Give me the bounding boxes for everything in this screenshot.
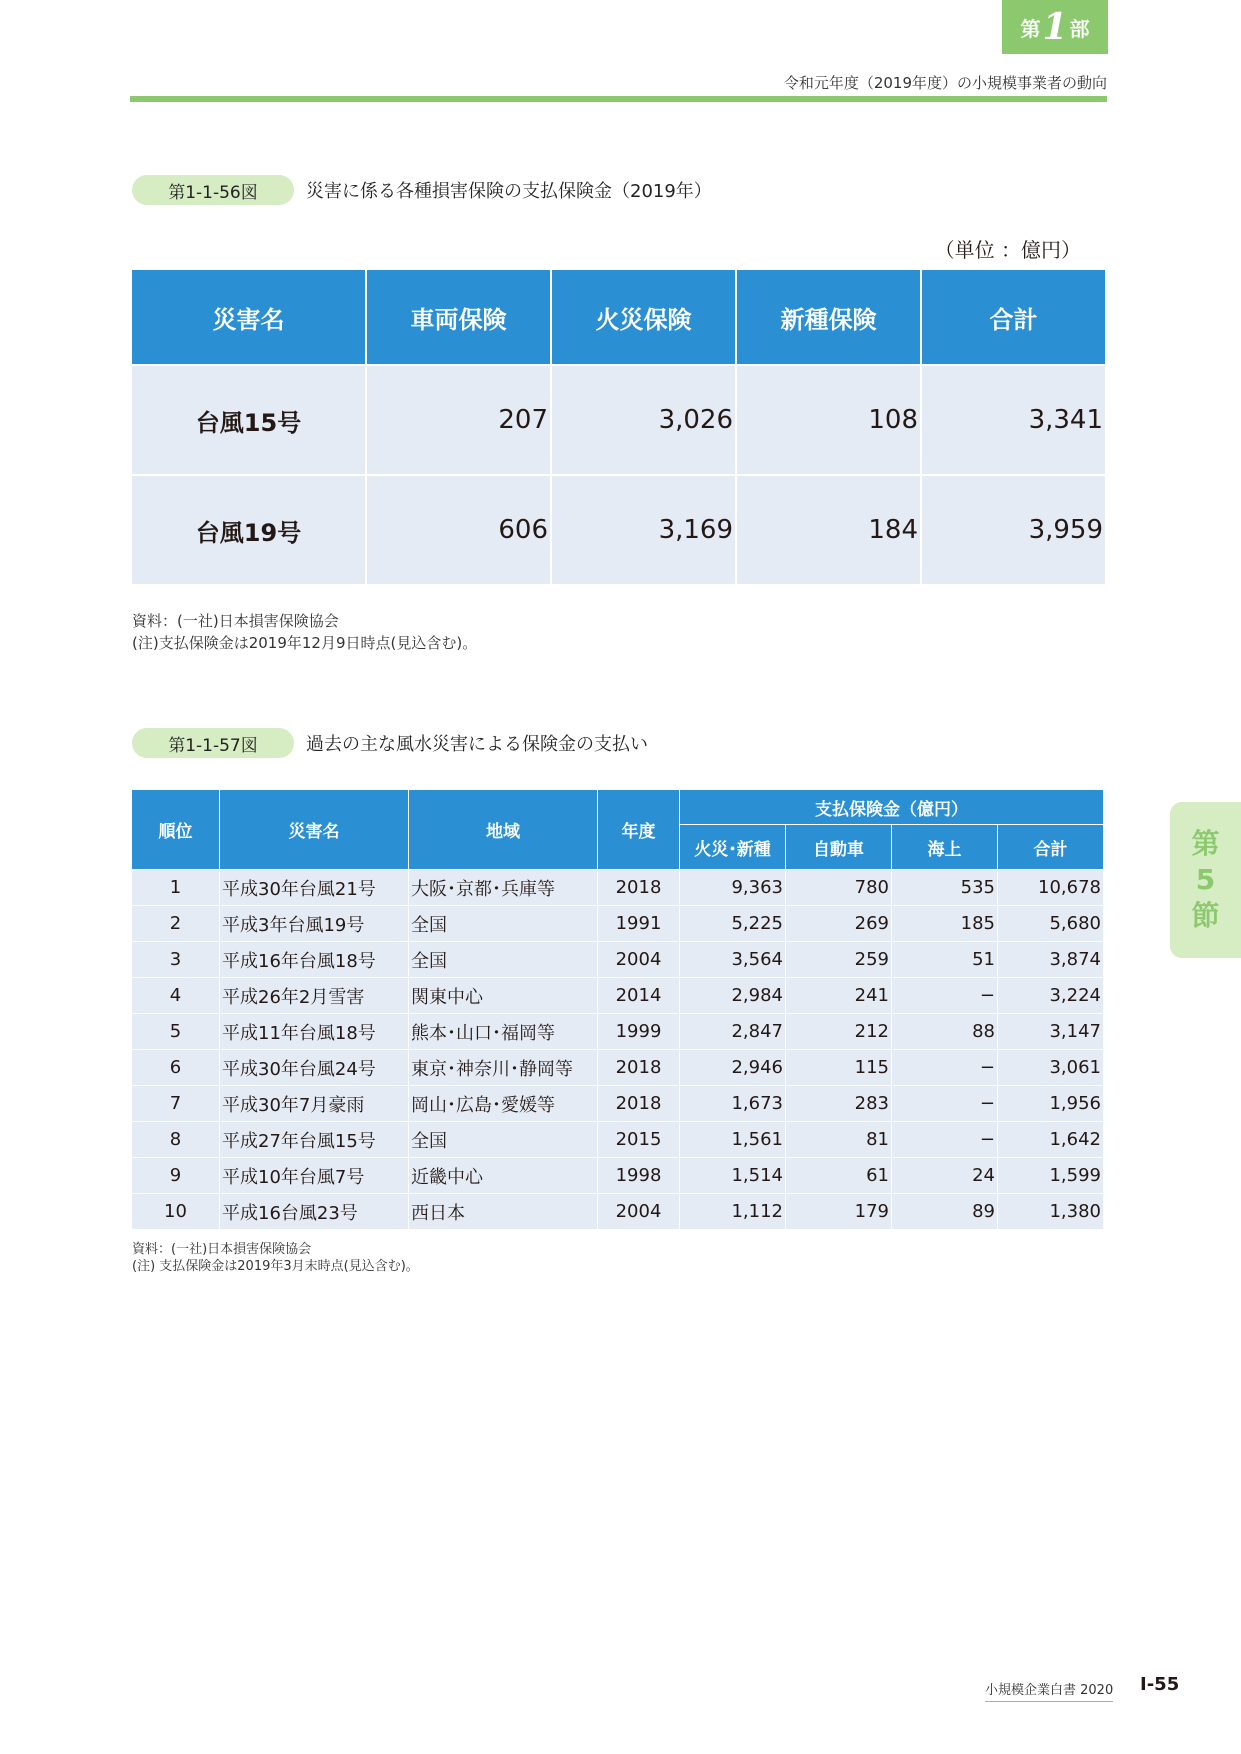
rank-cell: 2 [132, 906, 219, 941]
footer-page-number: Ⅰ-55 [1140, 1674, 1180, 1695]
running-header-title: 令和元年度（2019年度）の小規模事業者の動向 [783, 74, 1107, 92]
year-cell: 2018 [598, 1086, 679, 1121]
side-tab-char: 節 [1191, 899, 1220, 932]
region-header: 地域 [409, 790, 597, 869]
figure56-notes [132, 610, 477, 654]
year-cell: 1991 [598, 906, 679, 941]
column-header: 車両保険 [367, 270, 550, 364]
rank-header: 順位 [132, 790, 219, 869]
value-cell: 606 [367, 476, 550, 584]
column-header: 火災保険 [552, 270, 735, 364]
rank-cell: 8 [132, 1122, 219, 1157]
total-header: 合計 [998, 825, 1103, 869]
table-row [132, 1194, 1103, 1229]
total-cell: 5,680 [998, 906, 1103, 941]
figure57-notes [132, 1241, 419, 1275]
part-tab [1002, 0, 1108, 54]
total-cell: 1,599 [998, 1158, 1103, 1193]
table-row [132, 1122, 1103, 1157]
value-cell: 3,169 [552, 476, 735, 584]
auto-cell: 179 [786, 1194, 891, 1229]
region-cell: 全国 [409, 942, 597, 977]
disaster-name-cell: 平成16台風23号 [220, 1194, 408, 1229]
table-row [132, 978, 1103, 1013]
table-row [132, 476, 1105, 584]
marine-cell: 51 [892, 942, 997, 977]
region-cell: 熊本･山口･福岡等 [409, 1014, 597, 1049]
table-header-row [132, 270, 1105, 364]
side-tab-char: 第 [1191, 827, 1220, 860]
total-cell: 1,956 [998, 1086, 1103, 1121]
fire-cell: 1,514 [680, 1158, 785, 1193]
figure57-heading [132, 728, 648, 758]
fire-cell: 1,673 [680, 1086, 785, 1121]
value-cell: 3,341 [922, 366, 1105, 474]
auto-cell: 259 [786, 942, 891, 977]
year-cell: 2004 [598, 1194, 679, 1229]
figure56-heading [132, 175, 712, 205]
part-tab-prefix: 第 [1020, 16, 1041, 41]
table-row [132, 870, 1103, 905]
auto-cell: 61 [786, 1158, 891, 1193]
table-row [132, 1086, 1103, 1121]
section-side-tab [1170, 802, 1241, 958]
figure57-title: 過去の主な風水災害による保険金の支払い [306, 734, 648, 755]
value-cell: 184 [737, 476, 920, 584]
fire-cell: 2,847 [680, 1014, 785, 1049]
disaster-name-cell: 平成16年台風18号 [220, 942, 408, 977]
figure56-note: (注)支払保険金は2019年12月9日時点(見込含む)。 [132, 634, 478, 652]
total-cell: 1,380 [998, 1194, 1103, 1229]
fire-cell: 2,946 [680, 1050, 785, 1085]
total-cell: 1,642 [998, 1122, 1103, 1157]
rank-cell: 7 [132, 1086, 219, 1121]
rank-cell: 10 [132, 1194, 219, 1229]
column-header: 新種保険 [737, 270, 920, 364]
fire-header: 火災･新種 [680, 825, 785, 869]
year-cell: 2004 [598, 942, 679, 977]
marine-cell: − [892, 978, 997, 1013]
rank-cell: 1 [132, 870, 219, 905]
year-cell: 2014 [598, 978, 679, 1013]
total-cell: 10,678 [998, 870, 1103, 905]
auto-cell: 115 [786, 1050, 891, 1085]
rank-cell: 6 [132, 1050, 219, 1085]
name-header: 災害名 [220, 790, 408, 869]
auto-cell: 269 [786, 906, 891, 941]
fire-cell: 1,561 [680, 1122, 785, 1157]
fire-cell: 1,112 [680, 1194, 785, 1229]
marine-header: 海上 [892, 825, 997, 869]
marine-cell: 89 [892, 1194, 997, 1229]
figure57-table [131, 789, 1104, 1230]
auto-cell: 241 [786, 978, 891, 1013]
marine-cell: 24 [892, 1158, 997, 1193]
table-row [132, 1014, 1103, 1049]
fire-cell: 3,564 [680, 942, 785, 977]
column-header: 災害名 [132, 270, 365, 364]
table-row [132, 942, 1103, 977]
header-divider [130, 96, 1107, 102]
fire-cell: 5,225 [680, 906, 785, 941]
part-tab-number: 1 [1042, 6, 1068, 48]
region-cell: 東京･神奈川･静岡等 [409, 1050, 597, 1085]
year-cell: 1999 [598, 1014, 679, 1049]
value-cell: 3,026 [552, 366, 735, 474]
table-header-row [132, 790, 1103, 824]
part-tab-suffix: 部 [1069, 16, 1090, 41]
rank-cell: 5 [132, 1014, 219, 1049]
region-cell: 近畿中心 [409, 1158, 597, 1193]
auto-header: 自動車 [786, 825, 891, 869]
table-row [132, 906, 1103, 941]
total-cell: 3,147 [998, 1014, 1103, 1049]
disaster-name-cell: 平成3年台風19号 [220, 906, 408, 941]
disaster-name-cell: 平成10年台風7号 [220, 1158, 408, 1193]
total-cell: 3,061 [998, 1050, 1103, 1085]
auto-cell: 81 [786, 1122, 891, 1157]
disaster-name-cell: 平成30年7月豪雨 [220, 1086, 408, 1121]
footer-book-title: 小規模企業白書 2020 [985, 1679, 1113, 1702]
marine-cell: − [892, 1086, 997, 1121]
region-cell: 岡山･広島･愛媛等 [409, 1086, 597, 1121]
year-cell: 2018 [598, 870, 679, 905]
marine-cell: 535 [892, 870, 997, 905]
value-cell: 3,959 [922, 476, 1105, 584]
disaster-name-cell: 台風19号 [132, 476, 365, 584]
table-row [132, 366, 1105, 474]
payout-group-header: 支払保険金（億円） [680, 790, 1103, 824]
figure56-title: 災害に係る各種損害保険の支払保険金（2019年） [306, 181, 712, 202]
auto-cell: 283 [786, 1086, 891, 1121]
auto-cell: 212 [786, 1014, 891, 1049]
disaster-name-cell: 台風15号 [132, 366, 365, 474]
region-cell: 大阪･京都･兵庫等 [409, 870, 597, 905]
region-cell: 関東中心 [409, 978, 597, 1013]
marine-cell: − [892, 1050, 997, 1085]
figure57-badge: 第1-1-57図 [132, 728, 294, 758]
year-cell: 2015 [598, 1122, 679, 1157]
figure56-unit: （単位 ：億円） [934, 238, 1081, 262]
auto-cell: 780 [786, 870, 891, 905]
figure57-source: 資料：(一社)日本損害保険協会 [132, 1242, 312, 1257]
region-cell: 全国 [409, 906, 597, 941]
fire-cell: 2,984 [680, 978, 785, 1013]
figure56-badge: 第1-1-56図 [132, 175, 294, 205]
figure56-source: 資料：(一社)日本損害保険協会 [132, 612, 339, 630]
region-cell: 西日本 [409, 1194, 597, 1229]
marine-cell: 88 [892, 1014, 997, 1049]
year-header: 年度 [598, 790, 679, 869]
rank-cell: 3 [132, 942, 219, 977]
fire-cell: 9,363 [680, 870, 785, 905]
table-row [132, 1158, 1103, 1193]
disaster-name-cell: 平成26年2月雪害 [220, 978, 408, 1013]
figure56-table [130, 268, 1107, 586]
figure57-note: (注) 支払保険金は2019年3月末時点(見込含む)。 [132, 1259, 419, 1274]
total-cell: 3,874 [998, 942, 1103, 977]
total-cell: 3,224 [998, 978, 1103, 1013]
disaster-name-cell: 平成11年台風18号 [220, 1014, 408, 1049]
disaster-name-cell: 平成30年台風24号 [220, 1050, 408, 1085]
disaster-name-cell: 平成27年台風15号 [220, 1122, 408, 1157]
rank-cell: 4 [132, 978, 219, 1013]
value-cell: 207 [367, 366, 550, 474]
year-cell: 1998 [598, 1158, 679, 1193]
marine-cell: 185 [892, 906, 997, 941]
marine-cell: − [892, 1122, 997, 1157]
column-header: 合計 [922, 270, 1105, 364]
value-cell: 108 [737, 366, 920, 474]
side-tab-char: 5 [1195, 863, 1216, 896]
year-cell: 2018 [598, 1050, 679, 1085]
rank-cell: 9 [132, 1158, 219, 1193]
disaster-name-cell: 平成30年台風21号 [220, 870, 408, 905]
table-row [132, 1050, 1103, 1085]
region-cell: 全国 [409, 1122, 597, 1157]
